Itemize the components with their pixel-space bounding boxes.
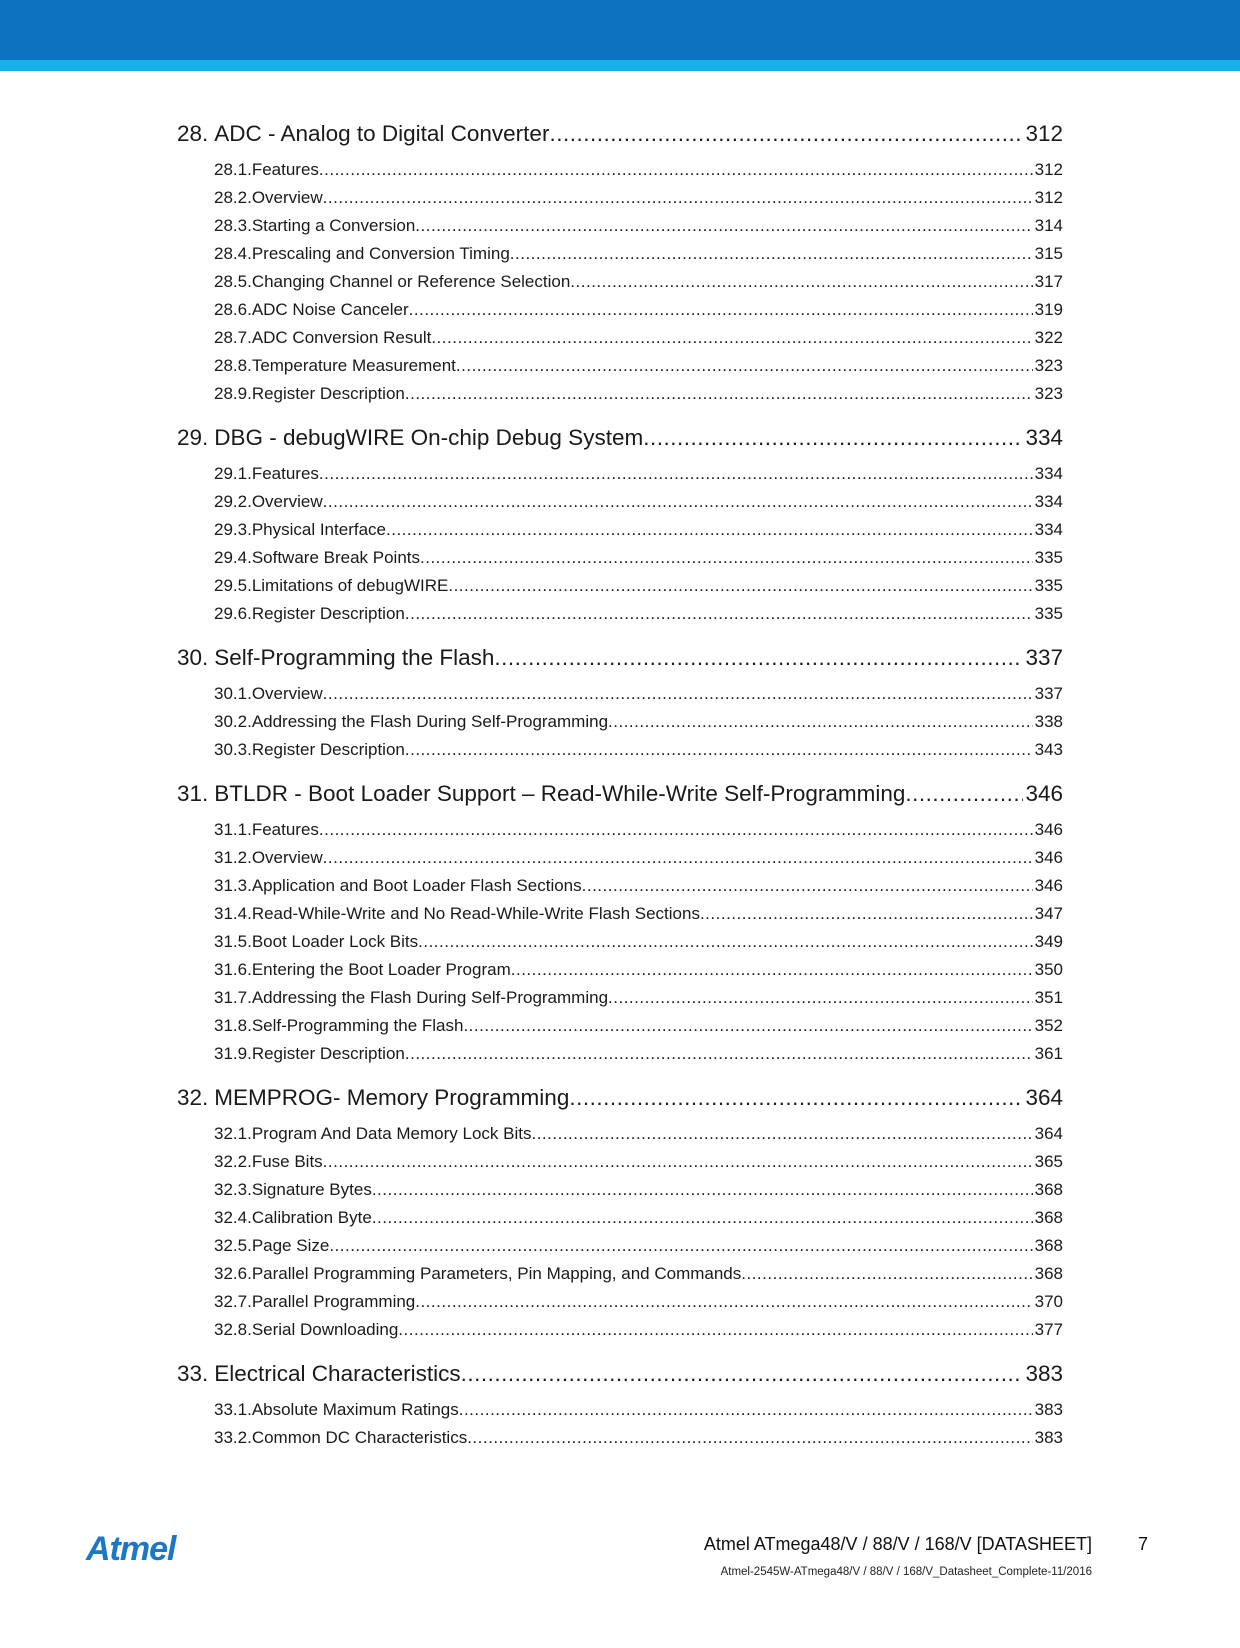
toc-section xyxy=(177,116,1063,408)
subsection-title: Read-While-Write and No Read-While-Write Flash Sections xyxy=(251,904,700,923)
dot-leader xyxy=(569,1080,1023,1116)
subsection-number: 28.5. xyxy=(214,272,252,291)
chapter-number: 33. xyxy=(177,1361,209,1386)
subsection-title: Common DC Characteristics xyxy=(251,1428,468,1447)
subsection-title: Overview xyxy=(251,492,323,511)
subsection-title: Temperature Measurement xyxy=(251,356,456,375)
dot-leader xyxy=(323,184,1033,212)
subsection-page-number: 368 xyxy=(1034,1208,1063,1227)
toc-subsection-entry[interactable] xyxy=(177,296,1063,324)
toc-subsection-entry[interactable] xyxy=(177,844,1063,872)
subsection-number: 31.5. xyxy=(214,932,252,951)
dot-leader xyxy=(386,516,1033,544)
dot-leader xyxy=(323,844,1033,872)
subsection-number: 31.3. xyxy=(214,876,252,895)
toc-section xyxy=(177,640,1063,764)
subsection-page-number: 323 xyxy=(1034,384,1063,403)
dot-leader xyxy=(905,776,1023,812)
dot-leader xyxy=(329,1232,1032,1260)
subsection-page-number: 350 xyxy=(1034,960,1063,979)
subsection-title: Overview xyxy=(251,684,323,703)
subsection-title: Calibration Byte xyxy=(251,1208,372,1227)
dot-leader xyxy=(531,1120,1032,1148)
dot-leader xyxy=(418,928,1032,956)
dot-leader xyxy=(405,1040,1033,1068)
toc-subsection-entry[interactable] xyxy=(177,872,1063,900)
subsection-title: Overview xyxy=(251,188,323,207)
footer-document-id: Atmel-2545W-ATmega48/V / 88/V / 168/V_Datasheet_Complete-11/2016 xyxy=(720,1566,1092,1578)
subsection-page-number: 334 xyxy=(1034,464,1063,483)
subsection-page-number: 368 xyxy=(1034,1236,1063,1255)
subsection-page-number: 365 xyxy=(1034,1152,1063,1171)
dot-leader xyxy=(741,1260,1032,1288)
subsection-title: Overview xyxy=(251,848,323,867)
toc-subsection-entry[interactable] xyxy=(177,544,1063,572)
subsection-page-number: 323 xyxy=(1034,356,1063,375)
subsection-page-number: 334 xyxy=(1034,520,1063,539)
subsection-title: Prescaling and Conversion Timing xyxy=(251,244,510,263)
subsection-title: ADC Noise Canceler xyxy=(251,300,409,319)
toc-subsection-entry[interactable] xyxy=(177,1204,1063,1232)
subsection-number: 29.6. xyxy=(214,604,252,623)
toc-subsection-entry[interactable] xyxy=(177,156,1063,184)
dot-leader xyxy=(372,1176,1033,1204)
subsection-number: 31.9. xyxy=(214,1044,252,1063)
subsection-number: 32.1. xyxy=(214,1124,252,1143)
toc-chapter-entry[interactable] xyxy=(177,776,1063,812)
subsection-title: Signature Bytes xyxy=(251,1180,372,1199)
subsection-page-number: 338 xyxy=(1034,712,1063,731)
toc-section xyxy=(177,1356,1063,1452)
subsection-number: 31.7. xyxy=(214,988,252,1007)
subsection-number: 32.3. xyxy=(214,1180,252,1199)
toc-subsection-entry[interactable] xyxy=(177,240,1063,268)
subsection-number: 29.2. xyxy=(214,492,252,511)
chapter-page-number: 364 xyxy=(1025,1085,1063,1110)
toc-section xyxy=(177,776,1063,1068)
toc-subsection-entry[interactable] xyxy=(177,1148,1063,1176)
toc-subsection-entry[interactable] xyxy=(177,572,1063,600)
dot-leader xyxy=(405,380,1033,408)
subsection-title: Register Description xyxy=(251,740,405,759)
dot-leader xyxy=(608,708,1033,736)
subsection-title: Physical Interface xyxy=(251,520,386,539)
dot-leader xyxy=(415,212,1032,240)
subsection-page-number: 343 xyxy=(1034,740,1063,759)
subsection-title: Limitations of debugWIRE xyxy=(251,576,449,595)
subsection-title: Application and Boot Loader Flash Sections xyxy=(251,876,582,895)
chapter-title: MEMPROG- Memory Programming xyxy=(214,1085,570,1110)
chapter-title: Electrical Characteristics xyxy=(214,1361,461,1386)
toc-subsection-entry[interactable] xyxy=(177,1288,1063,1316)
dot-leader xyxy=(415,1288,1032,1316)
chapter-page-number: 383 xyxy=(1025,1361,1063,1386)
subsection-page-number: 368 xyxy=(1034,1264,1063,1283)
toc-subsection-entry[interactable] xyxy=(177,1316,1063,1344)
subsection-title: Starting a Conversion xyxy=(251,216,416,235)
dot-leader xyxy=(700,900,1033,928)
subsection-number: 30.1. xyxy=(214,684,252,703)
dot-leader xyxy=(319,460,1033,488)
chapter-page-number: 337 xyxy=(1025,645,1063,670)
subsection-number: 32.8. xyxy=(214,1320,252,1339)
dot-leader xyxy=(643,420,1023,456)
subsection-title: Features xyxy=(251,820,319,839)
dot-leader xyxy=(319,816,1033,844)
header-accent-stripe xyxy=(0,60,1240,71)
toc-subsection-entry[interactable] xyxy=(177,736,1063,764)
toc-subsection-entry[interactable] xyxy=(177,380,1063,408)
table-of-contents xyxy=(177,116,1063,1464)
subsection-number: 31.8. xyxy=(214,1016,252,1035)
subsection-number: 28.4. xyxy=(214,244,252,263)
toc-subsection-entry[interactable] xyxy=(177,816,1063,844)
subsection-page-number: 337 xyxy=(1034,684,1063,703)
subsection-number: 32.6. xyxy=(214,1264,252,1283)
subsection-number: 32.2. xyxy=(214,1152,252,1171)
dot-leader xyxy=(323,1148,1033,1176)
toc-subsection-entry[interactable] xyxy=(177,1396,1063,1424)
dot-leader xyxy=(570,268,1032,296)
chapter-title: BTLDR - Boot Loader Support – Read-While-Write Self-Programming xyxy=(214,781,906,806)
subsection-number: 31.6. xyxy=(214,960,252,979)
subsection-number: 30.3. xyxy=(214,740,252,759)
chapter-page-number: 346 xyxy=(1025,781,1063,806)
toc-chapter-entry[interactable] xyxy=(177,640,1063,676)
dot-leader xyxy=(405,600,1033,628)
subsection-title: Addressing the Flash During Self-Programming xyxy=(251,988,609,1007)
subsection-number: 29.3. xyxy=(214,520,252,539)
subsection-page-number: 347 xyxy=(1034,904,1063,923)
subsection-number: 33.2. xyxy=(214,1428,252,1447)
dot-leader xyxy=(420,544,1033,572)
subsection-title: Parallel Programming xyxy=(251,1292,416,1311)
chapter-page-number: 334 xyxy=(1025,425,1063,450)
toc-subsection-entry[interactable] xyxy=(177,708,1063,736)
subsection-page-number: 351 xyxy=(1034,988,1063,1007)
toc-subsection-entry[interactable] xyxy=(177,1260,1063,1288)
chapter-number: 31. xyxy=(177,781,209,806)
subsection-number: 31.4. xyxy=(214,904,252,923)
subsection-title: ADC Conversion Result xyxy=(251,328,432,347)
subsection-page-number: 317 xyxy=(1034,272,1063,291)
subsection-number: 31.2. xyxy=(214,848,252,867)
dot-leader xyxy=(459,1396,1033,1424)
chapter-number: 30. xyxy=(177,645,209,670)
subsection-title: Fuse Bits xyxy=(251,1152,323,1171)
page-number: 7 xyxy=(1138,1534,1149,1554)
dot-leader xyxy=(405,736,1033,764)
subsection-number: 28.2. xyxy=(214,188,252,207)
subsection-page-number: 319 xyxy=(1034,300,1063,319)
header-band xyxy=(0,0,1240,60)
subsection-page-number: 368 xyxy=(1034,1180,1063,1199)
subsection-page-number: 335 xyxy=(1034,548,1063,567)
toc-chapter-entry[interactable] xyxy=(177,116,1063,152)
subsection-number: 33.1. xyxy=(214,1400,252,1419)
atmel-logo: Atmel xyxy=(86,1530,176,1568)
dot-leader xyxy=(448,572,1032,600)
dot-leader xyxy=(409,296,1033,324)
toc-subsection-entry[interactable] xyxy=(177,324,1063,352)
subsection-page-number: 312 xyxy=(1034,160,1063,179)
toc-section xyxy=(177,420,1063,628)
subsection-number: 32.4. xyxy=(214,1208,252,1227)
subsection-page-number: 349 xyxy=(1034,932,1063,951)
chapter-number: 29. xyxy=(177,425,209,450)
toc-subsection-entry[interactable] xyxy=(177,460,1063,488)
dot-leader xyxy=(608,984,1033,1012)
subsection-number: 32.5. xyxy=(214,1236,252,1255)
toc-subsection-entry[interactable] xyxy=(177,600,1063,628)
subsection-page-number: 346 xyxy=(1034,820,1063,839)
subsection-page-number: 346 xyxy=(1034,876,1063,895)
subsection-title: Addressing the Flash During Self-Programming xyxy=(251,712,609,731)
dot-leader xyxy=(549,116,1023,152)
subsection-title: Self-Programming the Flash xyxy=(251,1016,464,1035)
toc-chapter-entry[interactable] xyxy=(177,420,1063,456)
toc-subsection-entry[interactable] xyxy=(177,1120,1063,1148)
subsection-title: Software Break Points xyxy=(251,548,421,567)
subsection-title: Absolute Maximum Ratings xyxy=(251,1400,459,1419)
toc-subsection-entry[interactable] xyxy=(177,488,1063,516)
subsection-number: 30.2. xyxy=(214,712,252,731)
toc-subsection-entry[interactable] xyxy=(177,212,1063,240)
subsection-page-number: 335 xyxy=(1034,604,1063,623)
toc-subsection-entry[interactable] xyxy=(177,1012,1063,1040)
subsection-title: Serial Downloading xyxy=(251,1320,399,1339)
toc-subsection-entry[interactable] xyxy=(177,184,1063,212)
dot-leader xyxy=(323,488,1033,516)
toc-chapter-entry[interactable] xyxy=(177,1356,1063,1392)
subsection-page-number: 364 xyxy=(1034,1124,1063,1143)
toc-subsection-entry[interactable] xyxy=(177,928,1063,956)
subsection-page-number: 335 xyxy=(1034,576,1063,595)
dot-leader xyxy=(372,1204,1033,1232)
chapter-number: 28. xyxy=(177,121,209,146)
dot-leader xyxy=(398,1316,1032,1344)
subsection-title: Page Size xyxy=(251,1236,330,1255)
toc-subsection-entry[interactable] xyxy=(177,352,1063,380)
subsection-title: Features xyxy=(251,160,319,179)
subsection-title: Register Description xyxy=(251,604,405,623)
subsection-title: Boot Loader Lock Bits xyxy=(251,932,419,951)
subsection-number: 29.5. xyxy=(214,576,252,595)
subsection-title: Program And Data Memory Lock Bits xyxy=(251,1124,532,1143)
chapter-title: ADC - Analog to Digital Converter xyxy=(214,121,550,146)
toc-subsection-entry[interactable] xyxy=(177,900,1063,928)
chapter-title: Self-Programming the Flash xyxy=(214,645,495,670)
subsection-page-number: 346 xyxy=(1034,848,1063,867)
toc-subsection-entry[interactable] xyxy=(177,1176,1063,1204)
subsection-number: 32.7. xyxy=(214,1292,252,1311)
subsection-page-number: 322 xyxy=(1034,328,1063,347)
subsection-page-number: 315 xyxy=(1034,244,1063,263)
subsection-number: 28.3. xyxy=(214,216,252,235)
subsection-number: 28.9. xyxy=(214,384,252,403)
toc-subsection-entry[interactable] xyxy=(177,268,1063,296)
toc-chapter-entry[interactable] xyxy=(177,1080,1063,1116)
subsection-title: Entering the Boot Loader Program xyxy=(251,960,511,979)
subsection-title: Features xyxy=(251,464,319,483)
subsection-title: Register Description xyxy=(251,1044,405,1063)
dot-leader xyxy=(582,872,1033,900)
subsection-page-number: 352 xyxy=(1034,1016,1063,1035)
subsection-title: Register Description xyxy=(251,384,405,403)
dot-leader xyxy=(463,1012,1032,1040)
toc-subsection-entry[interactable] xyxy=(177,1232,1063,1260)
subsection-page-number: 383 xyxy=(1034,1428,1063,1447)
subsection-number: 31.1. xyxy=(214,820,252,839)
toc-subsection-entry[interactable] xyxy=(177,516,1063,544)
dot-leader xyxy=(319,156,1033,184)
dot-leader xyxy=(431,324,1032,352)
subsection-number: 29.1. xyxy=(214,464,252,483)
toc-subsection-entry[interactable] xyxy=(177,1424,1063,1452)
toc-subsection-entry[interactable] xyxy=(177,956,1063,984)
dot-leader xyxy=(510,240,1033,268)
dot-leader xyxy=(511,956,1033,984)
subsection-page-number: 314 xyxy=(1034,216,1063,235)
footer-document-title: Atmel ATmega48/V / 88/V / 168/V [DATASHEET] xyxy=(703,1534,1092,1554)
subsection-number: 28.8. xyxy=(214,356,252,375)
subsection-number: 29.4. xyxy=(214,548,252,567)
subsection-title: Changing Channel or Reference Selection xyxy=(251,272,571,291)
chapter-number: 32. xyxy=(177,1085,209,1110)
subsection-number: 28.6. xyxy=(214,300,252,319)
toc-subsection-entry[interactable] xyxy=(177,680,1063,708)
dot-leader xyxy=(461,1356,1024,1392)
chapter-page-number: 312 xyxy=(1025,121,1063,146)
subsection-title: Parallel Programming Parameters, Pin Mapping, and Commands xyxy=(251,1264,742,1283)
subsection-number: 28.7. xyxy=(214,328,252,347)
dot-leader xyxy=(323,680,1033,708)
subsection-page-number: 377 xyxy=(1034,1320,1063,1339)
subsection-page-number: 370 xyxy=(1034,1292,1063,1311)
dot-leader xyxy=(467,1424,1032,1452)
dot-leader xyxy=(456,352,1033,380)
subsection-page-number: 361 xyxy=(1034,1044,1063,1063)
subsection-page-number: 383 xyxy=(1034,1400,1063,1419)
toc-subsection-entry[interactable] xyxy=(177,1040,1063,1068)
subsection-number: 28.1. xyxy=(214,160,252,179)
toc-section xyxy=(177,1080,1063,1344)
dot-leader xyxy=(494,640,1023,676)
toc-subsection-entry[interactable] xyxy=(177,984,1063,1012)
chapter-title: DBG - debugWIRE On-chip Debug System xyxy=(214,425,644,450)
subsection-page-number: 312 xyxy=(1034,188,1063,207)
subsection-page-number: 334 xyxy=(1034,492,1063,511)
